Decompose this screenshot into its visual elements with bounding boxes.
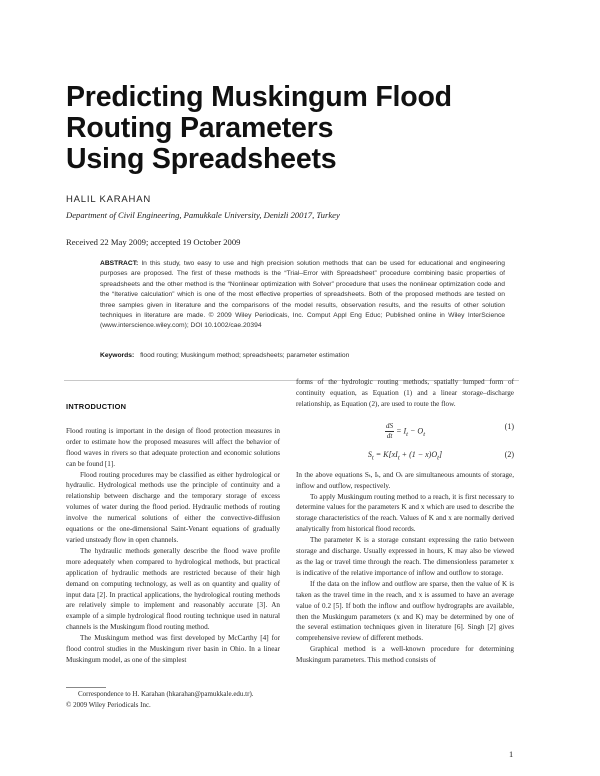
body-paragraph: Graphical method is a well-known procedure for determining Muskingum parameters. This method consists of (296, 645, 514, 665)
footnote-copyright: © 2009 Wiley Periodicals Inc. (66, 701, 151, 709)
equation-subscript: t (397, 454, 400, 462)
equation-term: − O (408, 426, 424, 436)
left-column (66, 402, 280, 666)
equation-subscript: t (406, 430, 409, 438)
keywords-list: flood routing; Muskingum method; spreadsheets; parameter estimation (140, 352, 350, 359)
abstract-block (100, 259, 505, 332)
footnote-correspondence: Correspondence to H. Karahan (hkarahan@pamukkale.edu.tr). (78, 690, 254, 698)
title-line: Routing Parameters (66, 112, 334, 144)
fraction-denominator: dt (386, 431, 393, 440)
body-paragraph: In the above equations Sₜ, Iₜ, and Oₜ are simultaneous amounts of storage, inflow and outflow, respectively. (296, 470, 514, 490)
equation-2-expression (296, 450, 514, 465)
right-column (296, 377, 514, 666)
body-paragraph: forms of the hydrologic routing methods, spatially lumped form of continuity equation, as Equation (1) and a linear storage–discharge relationship, as Equation (2), are used to route the flow. (296, 378, 514, 408)
title-line: Using Spreadsheets (66, 143, 337, 175)
equation-number: (1) (504, 421, 514, 431)
body-paragraph: Flood routing procedures may be classified as either hydrological or hydraulic. Hydrological methods use the principle of continuity and a relationship between discharge and the temporary storage of excess volumes of water during the flood period. Hydraulic methods of routing involve the numerical solutions of either the convective-diffusion equations or the one-dimensional Saint-Venant equations of gradually varied unsteady flow in open channels. (66, 470, 280, 544)
body-paragraph: The hydraulic methods generally describe the flood wave profile more adequately when compared to hydrological methods, but practical application of hydraulic methods are restricted because of their high demand on computing technology, as well as on quantity and quality of input data [2]. In practical applications, the hydrological routing methods are relatively simple to implement and reasonably accurate [3]. An example of a simple hydrological flood routing technique used in natural channels is the Muskingum flood routing method. (66, 546, 280, 632)
keywords-line (100, 352, 510, 359)
derivative-fraction (385, 422, 394, 441)
body-paragraph: The parameter K is a storage constant expressing the ratio between storage and discharge. Usually expressed in hours, K may also be viewed as the lag or travel time through the reach. The dimensionless parameter x is indicative of the relative importance of inflow and outflow to storage. (296, 536, 514, 577)
equation-subscript: t (423, 430, 426, 438)
paper-title (66, 82, 536, 175)
abstract-citation: © 2009 Wiley Periodicals, Inc. Comput Appl Eng Educ; Published online in Wiley InterScience (www.interscience.wiley.com); DOI 10.1002/cae.20394 (100, 312, 506, 330)
equation-term: = I (396, 426, 407, 436)
author-name: HALIL KARAHAN (66, 194, 152, 205)
body-paragraph: To apply Muskingum routing method to a reach, it is first necessary to determine values for the parameters K and x which are used to describe the storage characteristics of the reach. Values of K and x are normally derived analytically from historical flood records. (296, 492, 514, 534)
keywords-label: Keywords: (100, 352, 135, 359)
page-number: 1 (509, 750, 514, 759)
author-affiliation: Department of Civil Engineering, Pamukkale University, Denizli 20017, Turkey (66, 210, 340, 220)
equation-term: = K[xI (373, 449, 398, 459)
equation-term: + (1 − x)O (399, 449, 438, 459)
footnote-rule (66, 687, 106, 688)
equation-number: (2) (504, 449, 514, 459)
equation-1 (296, 416, 514, 438)
equation-term: ] (438, 449, 443, 459)
equation-2 (296, 444, 514, 466)
body-paragraph: The Muskingum method was first developed by McCarthy [4] for flood control studies in the Muskingum river basin in Ohio. In a linear Muskingum model, as one of the simplest (66, 634, 280, 664)
abstract-label: ABSTRACT: (100, 260, 139, 267)
equation-term: S (367, 449, 372, 459)
footnote-block (66, 689, 296, 711)
fraction-numerator: dS (385, 421, 394, 430)
received-dates: Received 22 May 2009; accepted 19 October 2009 (66, 237, 241, 247)
equation-1-expression (296, 422, 514, 441)
title-line: Predicting Muskingum Flood (66, 81, 452, 113)
equation-subscript: t (371, 454, 374, 462)
equation-subscript: t (437, 454, 439, 462)
section-heading-introduction: INTRODUCTION (66, 402, 127, 411)
body-paragraph: Flood routing is important in the design of flood protection measures in order to estimate how the proposed measures will affect the behavior of flood waves in rivers so that adequate protection and economic solutions can be found [1]. (66, 426, 280, 468)
body-paragraph: If the data on the inflow and outflow are sparse, then the value of K is taken as the travel time in the reach, and x is assumed to have an average value of 0.2 [5]. If both the inflow and outflow hydrographs are available, then the Muskingum parameters (x and K) may be determined by one of the several estimation techniques given in literature [6]. Singh [2] gives comprehensive review of different methods. (296, 579, 514, 643)
abstract-text: In this study, two easy to use and high precision solution methods that can be used for educational and engineering purposes are proposed. The first of these methods is the “Trial–Error with Spreadsheet” procedure combining basic properties of spreadsheets and the other method is the “Nonlinear optimization with Solver” procedure that uses the nonlinear optimization code and the “Iterative calculation” which is one of the most effective properties of spreadsheets. Both of the proposed methods are tested on three samples given in literature and the comparisons of the model results, observation results, and the results of other solution techniques in literature are made. (100, 260, 505, 320)
